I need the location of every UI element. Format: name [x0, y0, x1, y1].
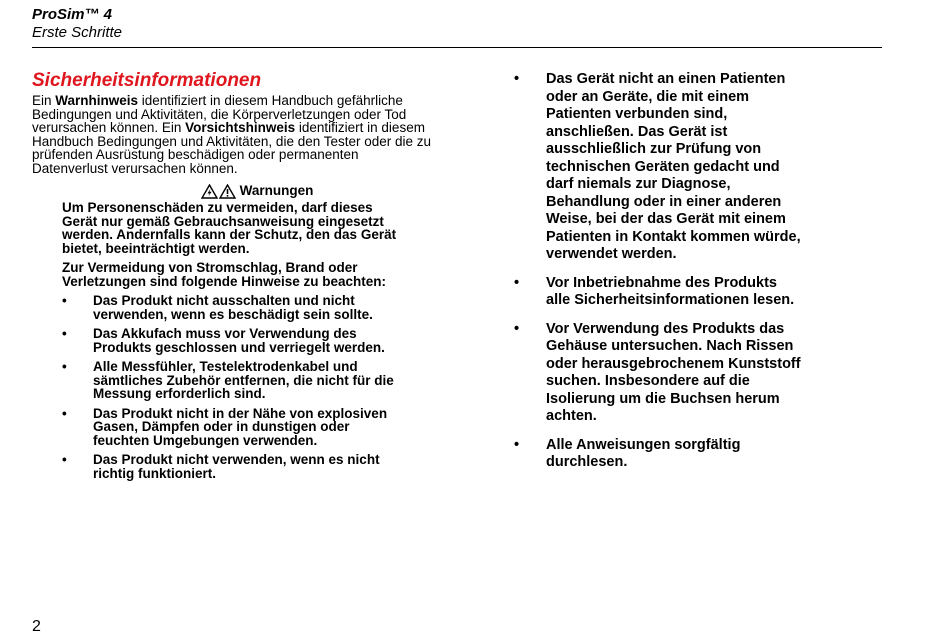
warnings-list — [62, 294, 402, 480]
left-column — [32, 70, 432, 486]
intro-paragraph — [32, 94, 432, 175]
intro-text-1: Ein — [32, 93, 56, 108]
page-number: 2 — [32, 618, 41, 635]
list-item: • Vor Verwendung des Produkts das Gehäuse untersuchen. Nach Rissen oder herausgebrochenem Kunststoff suchen. Insbesondere auf die Isolierung um die Buchsen herum achten. — [514, 321, 804, 426]
list-item: • Vor Inbetriebnahme des Produkts alle Sicherheitsinformationen lesen. — [514, 275, 804, 310]
list-item: • Das Produkt nicht verwenden, wenn es nicht richtig funktioniert. — [62, 453, 402, 480]
list-item: • Alle Anweisungen sorgfältig durchlesen. — [514, 437, 804, 472]
intro-text-3: identifiziert in diesem Handbuch Bedingungen und Aktivitäten, die den Tester oder die zu prüfenden Ausrüstung beschädigen oder permanenten Datenverlust verursachen können. — [32, 120, 432, 176]
section-heading: Sicherheitsinformationen — [32, 70, 262, 91]
right-column — [514, 71, 804, 483]
intro-term-warning: Warnhinweis — [55, 93, 139, 108]
warnings-list-continued — [514, 71, 804, 472]
warning-paragraph: Zur Vermeidung von Stromschlag, Brand oder Verletzungen sind folgende Hinweise zu beachten: — [62, 260, 387, 289]
page-header — [32, 6, 882, 42]
warnings-heading-label: Warnungen — [239, 183, 314, 198]
document-title: ProSim™ 4 — [32, 6, 113, 23]
intro-term-caution: Vorsichtshinweis — [185, 120, 296, 135]
header-divider — [32, 47, 882, 48]
list-item: • Das Gerät nicht an einen Patienten oder an Geräte, die mit einem Patienten verbunden sind, anschließen. Das Gerät ist ausschließlich zur Prüfung von technischen Geräten gedacht und darf niemals zur Diagnose, Behandlung oder in einer anderen Weise, bei der das Gerät mit einem Patienten in Kontakt kommen würde, verwendet werden. — [514, 71, 804, 264]
warnings-heading — [32, 183, 482, 199]
list-item: • Das Produkt nicht ausschalten und nicht verwenden, wenn es beschädigt sein sollte. — [62, 294, 402, 321]
document-subtitle: Erste Schritte — [32, 24, 123, 41]
caution-triangle-icon — [219, 184, 236, 199]
intro-text-2: identifiziert in diesem Handbuch gefährliche Bedingungen und Aktivitäten, die Körperverletzungen oder Tod verursachen können. Ein — [32, 93, 407, 135]
list-item: • Das Akkufach muss vor Verwendung des Produkts geschlossen und verriegelt werden. — [62, 327, 402, 354]
hazard-triangle-icon — [201, 184, 218, 199]
warning-paragraph: Um Personenschäden zu vermeiden, darf dieses Gerät nur gemäß Gebrauchsanweisung eingesetzt werden. Andernfalls kann der Schutz, den das Gerät bietet, beeinträchtigt werden. — [62, 200, 397, 256]
list-item: • Alle Messfühler, Testelektrodenkabel und sämtliches Zubehör entfernen, die nicht für die Messung erforderlich sind. — [62, 360, 402, 401]
list-item: • Das Produkt nicht in der Nähe von explosiven Gasen, Dämpfen oder in dunstigen oder feuchten Umgebungen verwenden. — [62, 407, 402, 448]
warnings-body — [62, 201, 402, 480]
